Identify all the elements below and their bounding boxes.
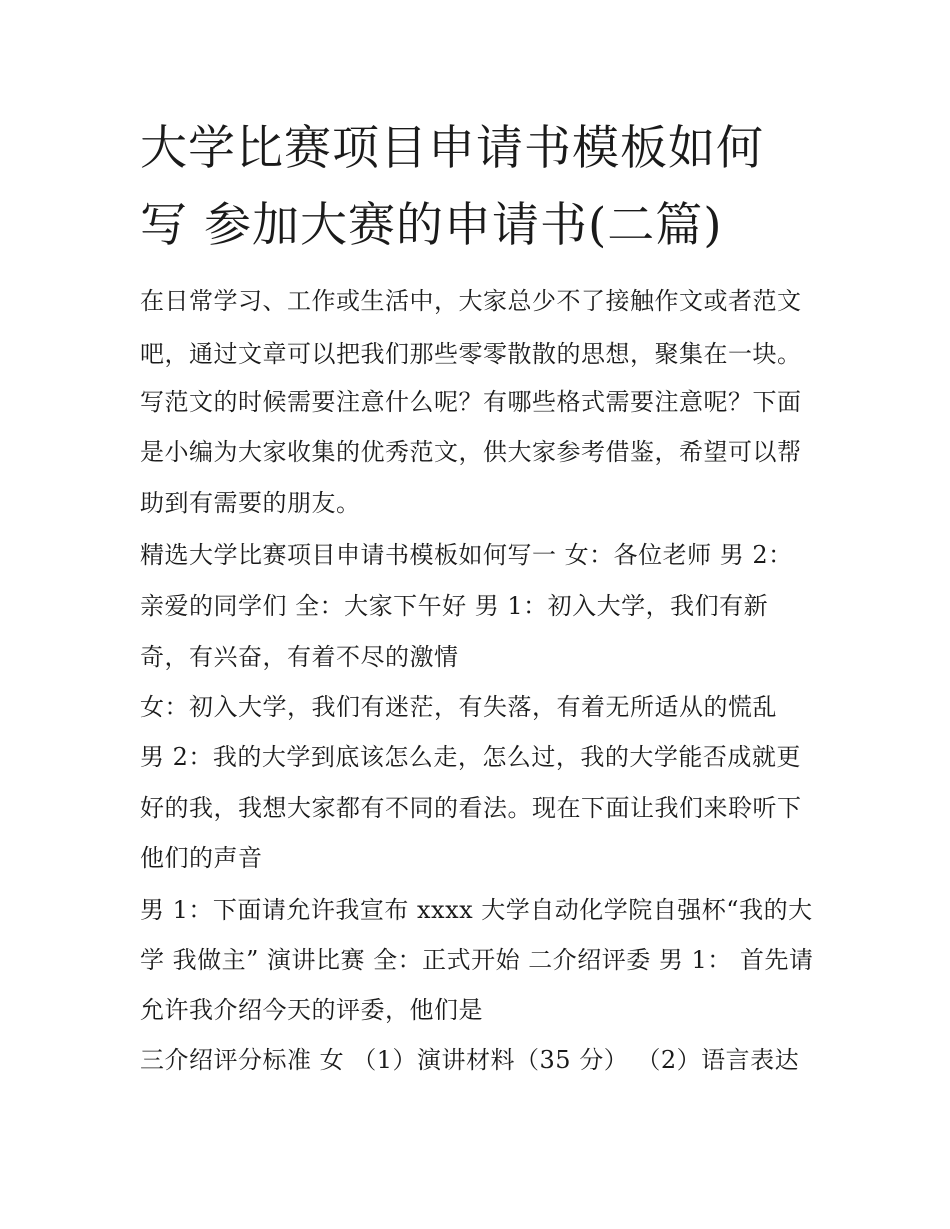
document-title-line-1: 大学比赛项目申请书模板如何 <box>140 121 764 176</box>
body-line: 允许我介绍今天的评委，他们是 <box>140 996 483 1024</box>
document-title-line-2: 写 参加大赛的申请书(二篇) <box>140 198 723 253</box>
body-line: 学 我做主” 演讲比赛 全：正式开始 二介绍评委 男 1： 首先请 <box>140 946 814 974</box>
body-line: 女：初入大学，我们有迷茫，有失落，有着无所适从的慌乱 <box>140 693 777 721</box>
body-line: 吧，通过文章可以把我们那些零零散散的思想，聚集在一块。 <box>140 340 802 368</box>
body-line: 是小编为大家收集的优秀范文，供大家参考借鉴，希望可以帮 <box>140 438 802 466</box>
body-line: 男 1：下面请允许我宣布 xxxx 大学自动化学院自强杯“我的大 <box>140 896 813 924</box>
body-line: 写范文的时候需要注意什么呢？有哪些格式需要注意呢？下面 <box>140 388 802 416</box>
body-line: 助到有需要的朋友。 <box>140 489 361 517</box>
body-line: 亲爱的同学们 全：大家下午好 男 1：初入大学，我们有新 <box>140 592 769 620</box>
body-line: 在日常学习、工作或生活中，大家总少不了接触作文或者范文 <box>140 287 802 315</box>
body-line: 男 2：我的大学到底该怎么走，怎么过，我的大学能否成就更 <box>140 743 801 771</box>
body-line: 奇，有兴奋，有着不尽的激情 <box>140 643 459 671</box>
body-line: 精选大学比赛项目申请书模板如何写一 女：各位老师 男 2： <box>140 541 793 569</box>
body-line: 三介绍评分标准 女 （1）演讲材料（35 分） （2）语言表达 <box>140 1046 800 1074</box>
body-line: 好的我，我想大家都有不同的看法。现在下面让我们来聆听下 <box>140 794 802 822</box>
body-line: 他们的声音 <box>140 844 263 872</box>
